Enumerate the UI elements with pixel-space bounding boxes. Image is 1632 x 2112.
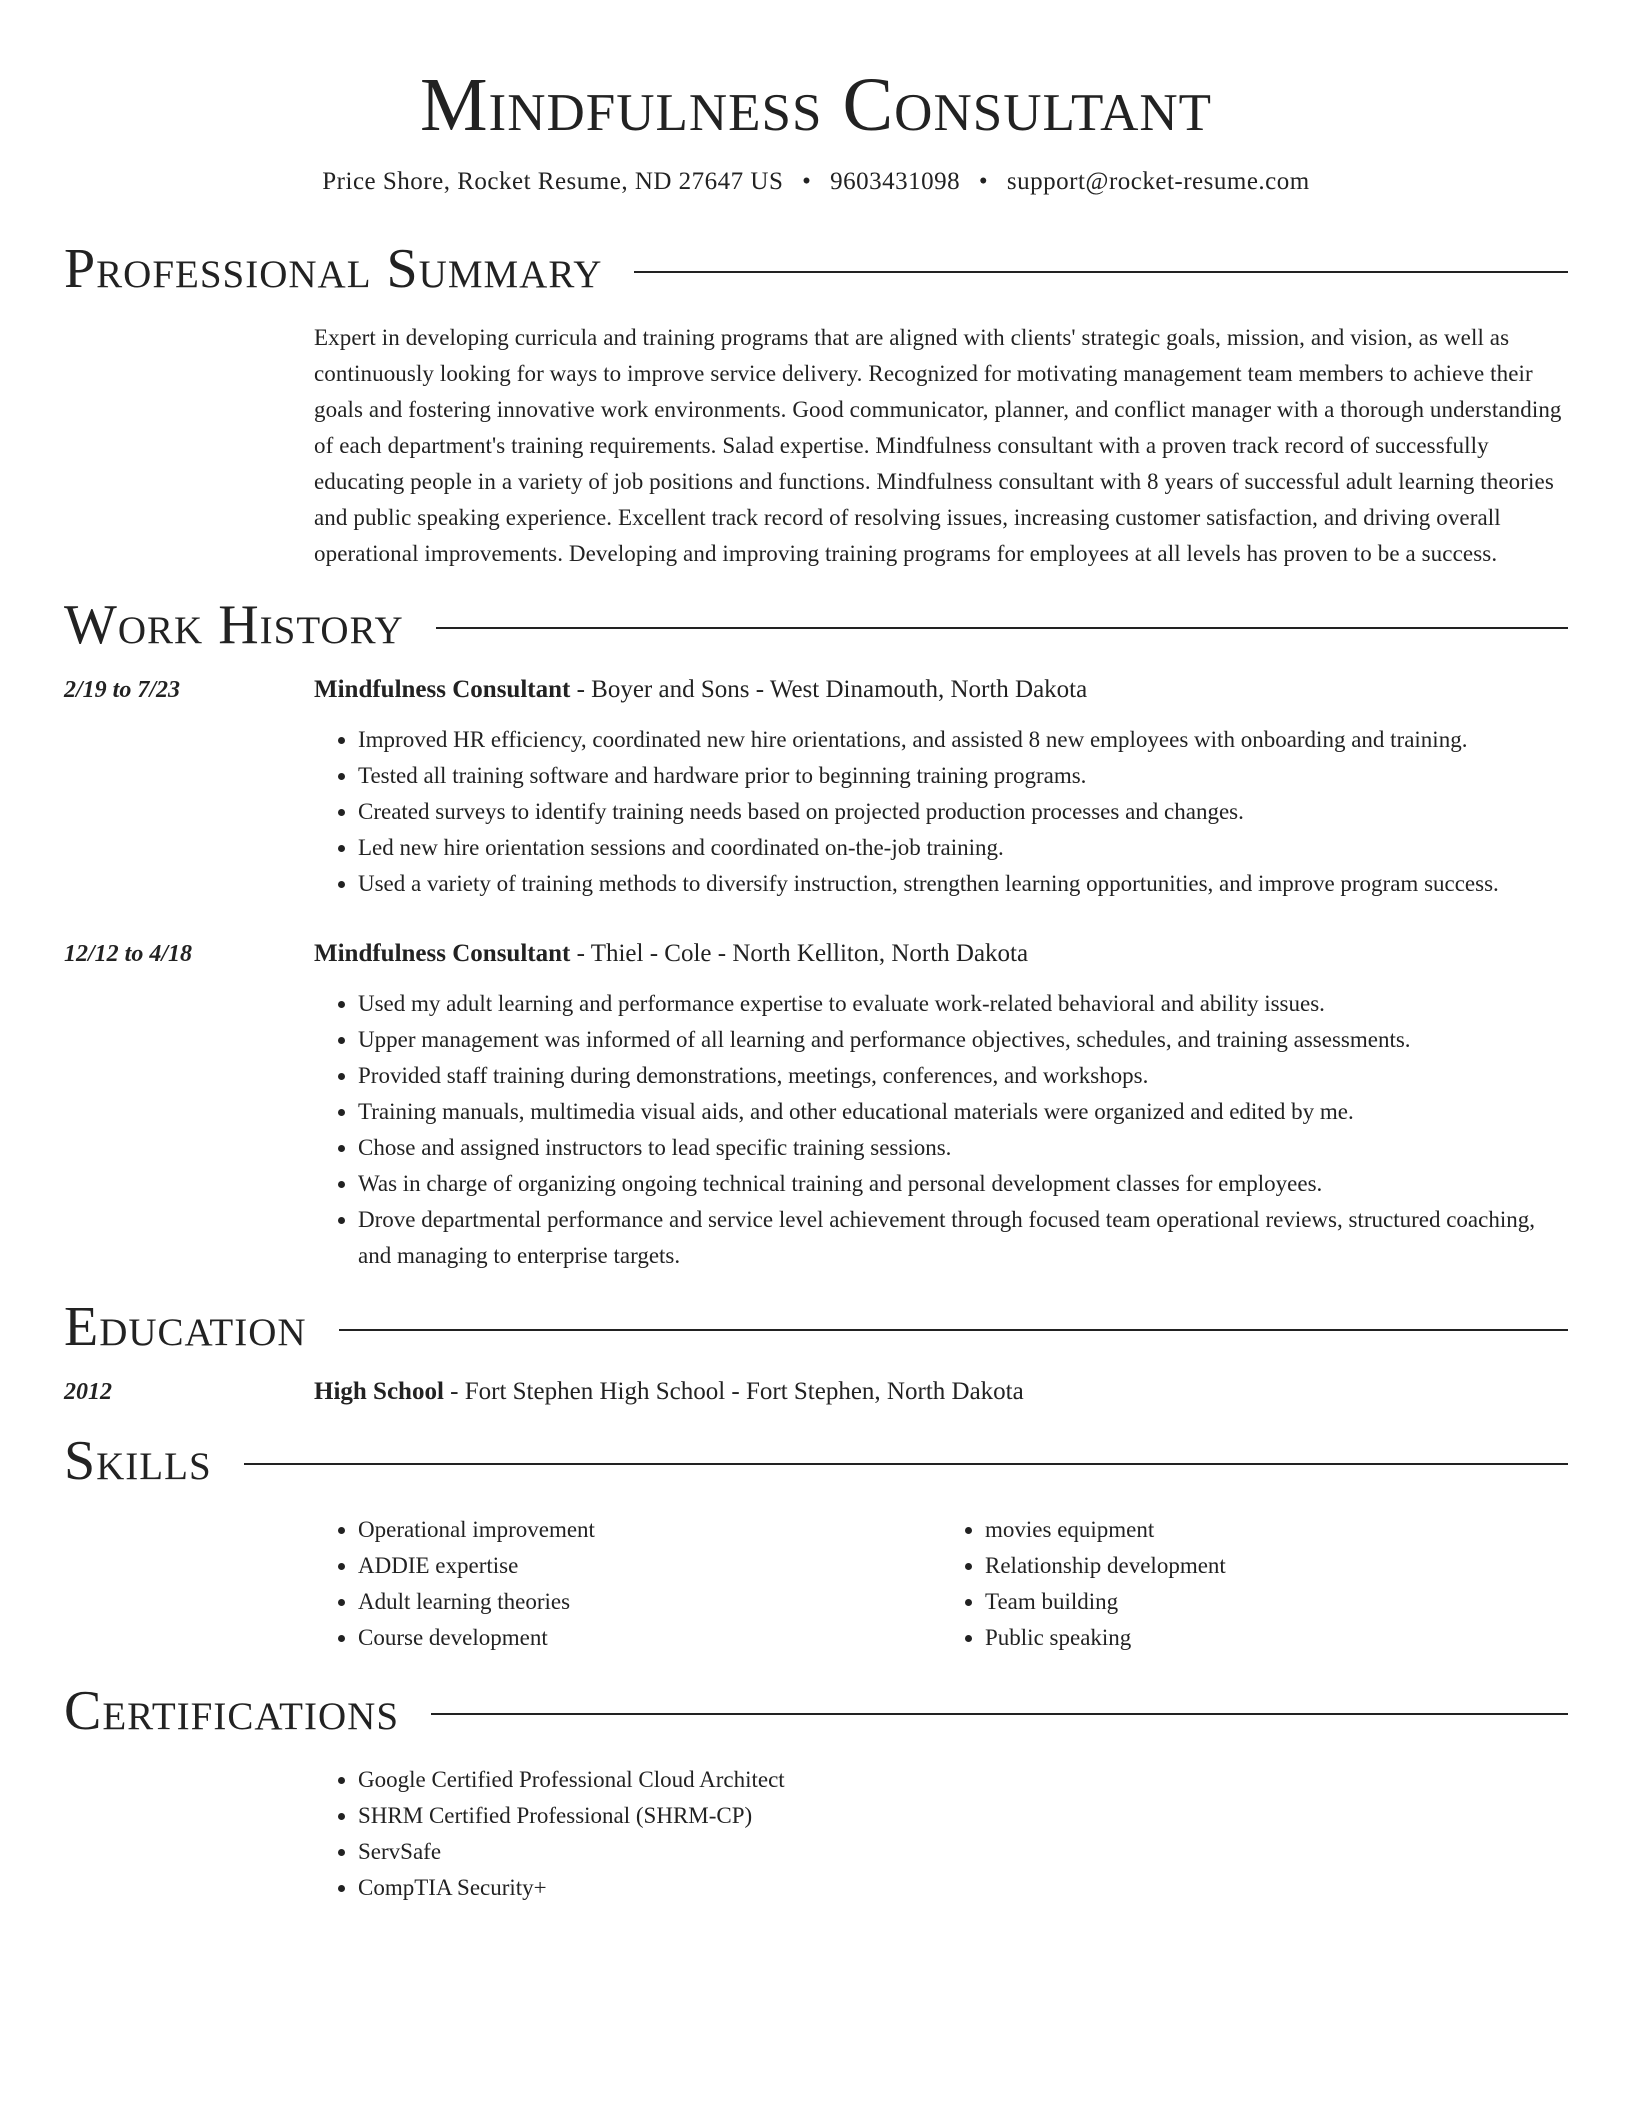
list-item: • Tested all training software and hardware prior to beginning training programs. xyxy=(358,758,1568,794)
work-title: Work History xyxy=(64,594,404,656)
job-dates: 12/12 to 4/18 xyxy=(64,941,193,967)
certifications-title: Certifications xyxy=(64,1680,400,1742)
skills-title: Skills xyxy=(64,1430,212,1492)
contact-separator: • xyxy=(802,168,812,195)
education-line xyxy=(314,1374,1568,1410)
list-item: • Operational improvement xyxy=(358,1512,941,1548)
candidate-name: Mindfulness Consultant xyxy=(419,63,1213,147)
skills-grid xyxy=(314,1512,1568,1656)
education-details: - Fort Stephen High School - Fort Stephen, North Dakota xyxy=(443,1378,1024,1405)
job-title-line xyxy=(314,936,1568,972)
list-item: • Course development xyxy=(358,1620,941,1656)
certifications-section-header xyxy=(64,1678,1568,1744)
list-item: • Used my adult learning and performance expertise to evaluate work-related behavioral and ability issues. xyxy=(358,986,1568,1022)
job-dates: 2/19 to 7/23 xyxy=(64,677,181,703)
job-role: Mindfulness Consultant xyxy=(314,940,571,967)
section-divider xyxy=(436,627,1568,629)
section-divider xyxy=(634,271,1568,273)
list-item: • Provided staff training during demonstrations, meetings, conferences, and workshops. xyxy=(358,1058,1568,1094)
list-item: • movies equipment xyxy=(985,1512,1568,1548)
education-section-header xyxy=(64,1294,1568,1360)
job-entry xyxy=(64,936,1568,1274)
job-role: Mindfulness Consultant xyxy=(314,676,571,703)
list-item: • Training manuals, multimedia visual aids, and other educational materials were organized and edited by me. xyxy=(358,1094,1568,1130)
skills-column-right xyxy=(941,1512,1568,1656)
summary-section-header xyxy=(64,236,1568,302)
job-bullets xyxy=(314,722,1568,902)
list-item: • Used a variety of training methods to diversify instruction, strengthen learning opportunities, and improve program success. xyxy=(358,866,1568,902)
list-item: • Improved HR efficiency, coordinated new hire orientations, and assisted 8 new employees with onboarding and training. xyxy=(358,722,1568,758)
contact-email: support@rocket-resume.com xyxy=(1006,168,1310,195)
job-details: - Thiel - Cole - North Kelliton, North Dakota xyxy=(570,940,1029,967)
section-divider xyxy=(339,1329,1568,1331)
job-details: - Boyer and Sons - West Dinamouth, North Dakota xyxy=(570,676,1088,703)
summary-title: Professional Summary xyxy=(64,238,603,300)
education-year: 2012 xyxy=(64,1379,112,1405)
list-item: • ServSafe xyxy=(358,1834,1568,1870)
education-degree: High School xyxy=(314,1378,444,1405)
list-item: • Upper management was informed of all learning and performance objectives, schedules, and training assessments. xyxy=(358,1022,1568,1058)
list-item: • Adult learning theories xyxy=(358,1584,941,1620)
section-divider xyxy=(431,1713,1568,1715)
education-entry xyxy=(64,1374,1568,1410)
list-item: • CompTIA Security+ xyxy=(358,1870,1568,1906)
list-item: • Created surveys to identify training needs based on projected production processes and changes. xyxy=(358,794,1568,830)
certifications-list xyxy=(64,1762,1568,1906)
list-item: • Google Certified Professional Cloud Architect xyxy=(358,1762,1568,1798)
list-item: • Relationship development xyxy=(985,1548,1568,1584)
skills-column-left xyxy=(314,1512,941,1656)
contact-phone: 9603431098 xyxy=(830,168,961,195)
contact-address: Price Shore, Rocket Resume, ND 27647 US xyxy=(322,168,784,195)
job-title-line xyxy=(314,672,1568,708)
list-item: • Chose and assigned instructors to lead specific training sessions. xyxy=(358,1130,1568,1166)
skills-section-header xyxy=(64,1428,1568,1494)
section-divider xyxy=(244,1463,1568,1465)
list-item: • Team building xyxy=(985,1584,1568,1620)
contact-separator: • xyxy=(978,168,989,195)
list-item: • Was in charge of organizing ongoing technical training and personal development classes for employees. xyxy=(358,1166,1568,1202)
list-item: • Led new hire orientation sessions and coordinated on-the-job training. xyxy=(358,830,1568,866)
education-title: Education xyxy=(64,1296,307,1358)
contact-line xyxy=(64,168,1568,196)
list-item: • Drove departmental performance and service level achievement through focused team operational reviews, structured coaching, and managing to enterprise targets. xyxy=(358,1202,1568,1274)
job-bullets xyxy=(314,986,1568,1274)
job-entry xyxy=(64,672,1568,902)
list-item: • ADDIE expertise xyxy=(358,1548,941,1584)
work-section-header xyxy=(64,592,1568,658)
list-item: • Public speaking xyxy=(985,1620,1568,1656)
list-item: • SHRM Certified Professional (SHRM-CP) xyxy=(358,1798,1568,1834)
summary-text: Expert in developing curricula and training programs that are aligned with clients' strategic goals, mission, and vision, as well as continuously looking for ways to improve service delivery. Recognized for motivating management team members to achieve their goals and fostering innovative work environments. Good communicator, planner, and conflict manager with a thorough understanding of each department's training requirements. Salad expertise. Mindfulness consultant with a proven track record of successfully educating people in a variety of job positions and functions. Mindfulness consultant with 8 years of successful adult learning theories and public speaking experience. Excellent track record of resolving issues, increasing customer satisfaction, and driving overall operational improvements. Developing and improving training programs for employees at all levels has proven to be a success. xyxy=(314,325,1562,566)
